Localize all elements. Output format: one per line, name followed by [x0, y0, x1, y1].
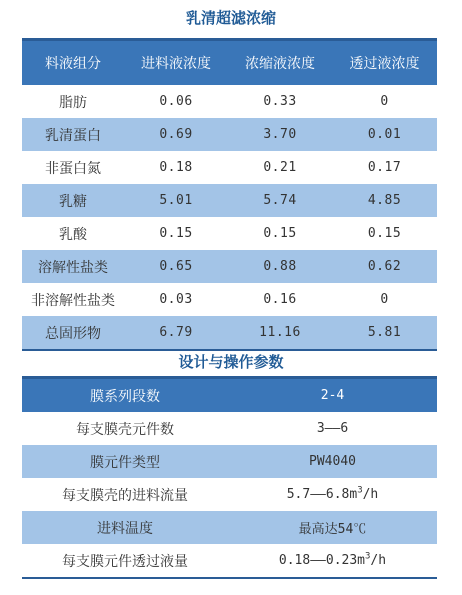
- param-label: 进料温度: [22, 511, 228, 544]
- param-value: 3——6: [316, 421, 349, 436]
- feed-value: 6.79: [124, 316, 228, 350]
- param-label: 每支膜元件透过液量: [22, 544, 228, 578]
- table-row: [22, 478, 437, 511]
- table-header-row: [22, 41, 437, 85]
- param-value: [228, 478, 437, 511]
- param-value-suffix: /h: [370, 553, 387, 568]
- concentrate-value: 11.16: [228, 316, 332, 350]
- feed-value: 0.65: [124, 250, 228, 283]
- param-value: 最高达54℃: [228, 511, 437, 544]
- param-value-main: 0.18——0.23m: [278, 553, 365, 568]
- table-row: [22, 544, 437, 578]
- table-row: [22, 316, 437, 350]
- row-label: 乳酸: [59, 226, 87, 243]
- param-value-suffix: /h: [362, 487, 379, 502]
- table-row: [22, 412, 437, 445]
- feed-value: 0.15: [159, 226, 193, 241]
- feed-value: 0.03: [159, 292, 193, 307]
- permeate-value: 0.62: [332, 250, 437, 283]
- row-label: 乳清蛋白: [22, 118, 124, 151]
- row-label: 乳糖: [22, 184, 124, 217]
- header-concentrate-concentration: 浓缩液浓度: [228, 41, 332, 85]
- param-label: 膜元件类型: [22, 445, 228, 478]
- param-label: 膜系列段数: [22, 379, 228, 412]
- concentrate-value: 0.15: [263, 226, 297, 241]
- row-label: 非蛋白氮: [45, 160, 101, 177]
- param-value-superscript: 3: [357, 485, 363, 496]
- table-row: [22, 85, 437, 118]
- permeate-value: 0: [380, 94, 389, 109]
- feed-value: 0.18: [159, 160, 193, 175]
- permeate-value: 5.81: [332, 316, 437, 350]
- header-component: 料液组分: [22, 41, 124, 85]
- concentrate-value: 3.70: [228, 118, 332, 151]
- header-feed-concentration: 进料液浓度: [124, 41, 228, 85]
- table-row: [22, 283, 437, 316]
- param-value: [228, 544, 437, 578]
- header-permeate-concentration: 透过液浓度: [332, 41, 437, 85]
- composition-table: [22, 41, 437, 351]
- table-row: [22, 379, 437, 412]
- feed-value: 0.06: [159, 94, 193, 109]
- concentrate-value: 0.16: [263, 292, 297, 307]
- concentrate-value: 0.88: [228, 250, 332, 283]
- param-label: 每支膜壳元件数: [76, 421, 174, 438]
- permeate-value: 4.85: [332, 184, 437, 217]
- table-row: [22, 118, 437, 151]
- feed-value: 5.01: [124, 184, 228, 217]
- table-row: [22, 445, 437, 478]
- feed-value: 0.69: [124, 118, 228, 151]
- table-row: [22, 151, 437, 184]
- table-row: [22, 511, 437, 544]
- concentrate-value: 5.74: [228, 184, 332, 217]
- permeate-value: 0.01: [332, 118, 437, 151]
- table2-title: 设计与操作参数: [178, 353, 284, 371]
- table1-title: 乳清超滤浓缩: [185, 9, 276, 27]
- row-label: 脂肪: [59, 94, 87, 111]
- param-value-superscript: 3: [365, 551, 371, 562]
- parameters-table: [22, 379, 437, 579]
- permeate-value: 0.15: [367, 226, 402, 241]
- permeate-value: 0: [380, 292, 389, 307]
- concentrate-value: 0.33: [263, 94, 297, 109]
- param-value-main: 5.7——6.8m: [286, 487, 358, 502]
- param-label: 每支膜壳的进料流量: [62, 487, 188, 504]
- table-row: [22, 217, 437, 250]
- permeate-value: 0.17: [367, 160, 402, 175]
- row-label: 非溶解性盐类: [31, 292, 115, 309]
- concentrate-value: 0.21: [263, 160, 297, 175]
- row-label: 总固形物: [22, 316, 124, 350]
- param-value: PW4040: [228, 445, 437, 478]
- row-label: 溶解性盐类: [22, 250, 124, 283]
- table-row: [22, 250, 437, 283]
- table-row: [22, 184, 437, 217]
- param-value: 2-4: [228, 379, 437, 412]
